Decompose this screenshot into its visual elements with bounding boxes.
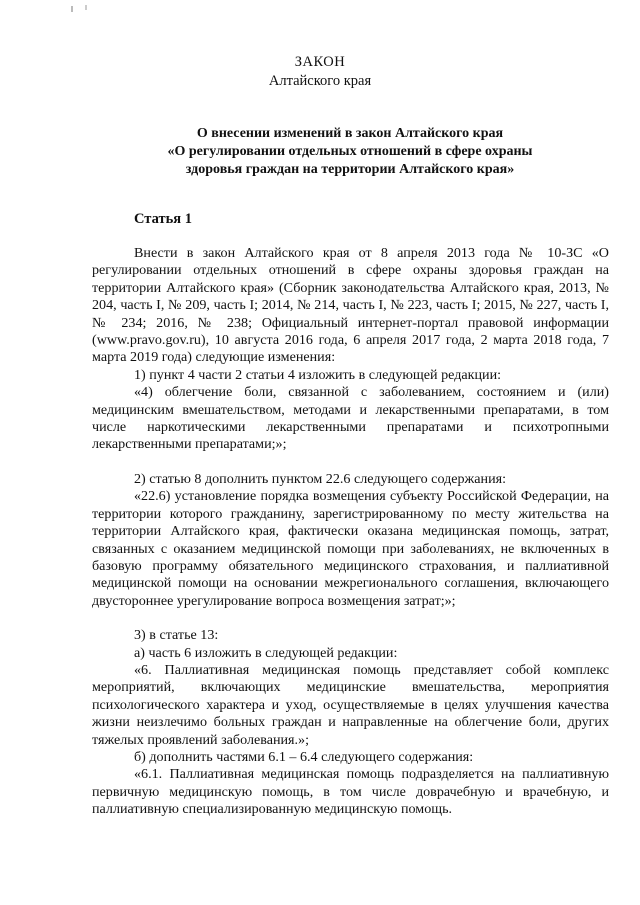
item-1-text: «4) облегчение боли, связанной с заболеванием, состоянием и (или) медицинским вмешательством, методами и лекарственными препаратами, в том числе наркотическими лекарственными препаратами и психотропными лекарственными препаратами;»; xyxy=(92,384,609,453)
intro-paragraph: Внести в закон Алтайского края от 8 апреля 2013 года № 10-ЗС «О регулировании отдельных отношений в сфере охраны здоровья граждан на территории Алтайского края» (Сборник законодательства Алтайского края, 2013, № 204, часть I, № 209, часть I; 2014, № 214, часть I, № 223, часть I; 2015, № 227, часть I, № 234; 2016, № 238; Официальный интернет-портал правовой информации (www.pravo.gov.ru), 10 августа 2016 года, 6 апреля 2017 года, 2 марта 2018 года, 7 марта 2019 года) следующие изменения: xyxy=(92,245,609,366)
law-title xyxy=(100,125,600,179)
region-label: Алтайского края xyxy=(268,73,372,89)
scan-specks xyxy=(70,4,100,18)
item-2-text: «22.6) установление порядка возмещения субъекту Российской Федерации, на территории которого гражданину, зарегистрированному по месту жительства на территории Алтайского края, фактически оказана медицинская помощь, затрат, связанных с оказанием медицинской помощи при заболеваниях, не включенных в базовую программу обязательного медицинского страхования, и паллиативной медицинской помощи на основании межрегионального соглашения, включающего двустороннее урегулирование вопроса возмещения затрат;»; xyxy=(92,488,609,609)
item-3-heading: 3) в статье 13: xyxy=(134,627,219,644)
item-3a-text: «6. Паллиативная медицинская помощь представляет собой комплекс мероприятий, включающих медицинские вмешательства, мероприятия психологического характера и уход, осуществляемые в целях улучшения качества жизни неизлечимо больных граждан и направленные на облегчение боли, других тяжелых проявлений заболевания.»; xyxy=(92,661,609,748)
item-1-heading: 1) пункт 4 части 2 статьи 4 изложить в следующей редакции: xyxy=(134,366,502,383)
item-2-heading: 2) статью 8 дополнить пунктом 22.6 следующего содержания: xyxy=(134,470,507,487)
law-title-line-2: «О регулировании отдельных отношений в сфере охраны xyxy=(167,144,533,159)
item-3a-heading: а) часть 6 изложить в следующей редакции: xyxy=(134,644,398,661)
law-title-line-1: О внесении изменений в закон Алтайского края xyxy=(196,126,504,141)
law-title-line-3: здоровья граждан на территории Алтайского края» xyxy=(185,162,515,177)
law-label: ЗАКОН xyxy=(294,54,346,70)
item-3b-heading: б) дополнить частями 6.1 – 6.4 следующего содержания: xyxy=(134,748,474,765)
document-body xyxy=(92,245,609,819)
item-3b-text: «6.1. Паллиативная медицинская помощь подразделяется на паллиативную первичную медицинскую помощь, в том числе доврачебную и врачебную, и паллиативную специализированную медицинскую помощь. xyxy=(92,766,609,818)
article-heading: Статья 1 xyxy=(134,211,192,227)
